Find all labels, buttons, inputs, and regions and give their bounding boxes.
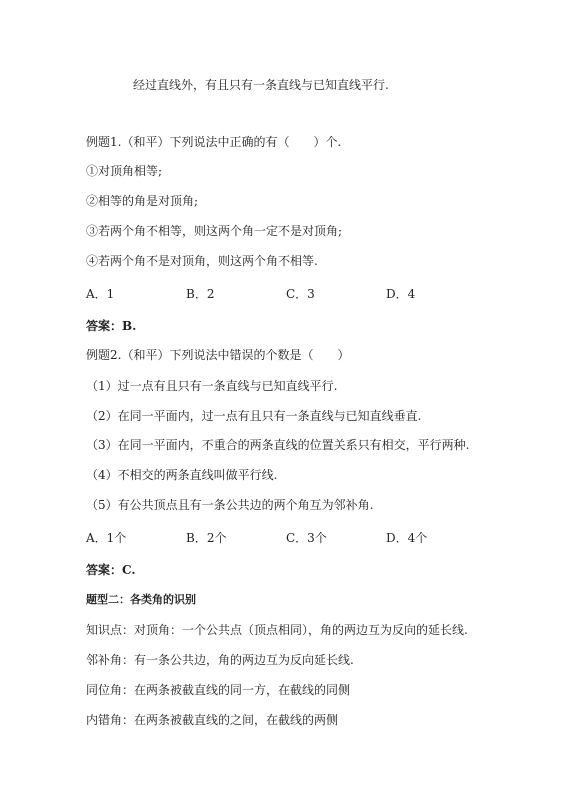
example1-item-2: ②相等的角是对顶角;	[86, 194, 199, 208]
example1-option-a: A．1	[86, 287, 115, 301]
example2-option-b: B．2个	[186, 531, 227, 545]
example2-title: 例题2.（和平）下列说法中错误的个数是（ ）	[86, 348, 350, 362]
example1-item-4: ④若两个角不是对顶角，则这两个角不相等.	[86, 254, 318, 268]
example1-title: 例题1.（和平）下列说法中正确的有（ ）个.	[86, 135, 342, 149]
example2-item-5: （5）有公共顶点且有一条公共边的两个角互为邻补角.	[86, 498, 374, 512]
example2-answer: 答案：C.	[86, 563, 136, 577]
example2-item-1: （1）过一点有且只有一条直线与已知直线平行.	[86, 379, 338, 393]
section-line-2: 邻补角：有一条公共边，角的两边互为反向延长线.	[86, 653, 354, 667]
example1-item-1: ①对顶角相等;	[86, 164, 163, 178]
example1-item-3: ③若两个角不相等，则这两个角一定不是对顶角;	[86, 224, 343, 238]
example2-option-d: D．4个	[386, 531, 428, 545]
intro-text: 经过直线外，有且只有一条直线与已知直线平行.	[133, 78, 389, 92]
example2-item-4: （4）不相交的两条直线叫做平行线.	[86, 468, 278, 482]
example2-item-2: （2）在同一平面内，过一点有且只有一条直线与已知直线垂直.	[86, 409, 422, 423]
example1-option-c: C．3	[286, 287, 315, 301]
section-line-1: 知识点：对顶角：一个公共点（顶点相同），角的两边互为反向的延长线.	[86, 623, 468, 637]
example2-option-c: C．3个	[286, 531, 327, 545]
example1-option-d: D．4	[386, 287, 416, 301]
section-line-4: 内错角：在两条被截直线的之间，在截线的两侧	[86, 713, 339, 727]
section-title: 题型二：各类角的识别	[86, 593, 196, 606]
example1-option-b: B．2	[186, 287, 215, 301]
example2-option-a: A．1个	[86, 531, 127, 545]
example2-item-3: （3）在同一平面内，不重合的两条直线的位置关系只有相交，平行两种.	[86, 438, 470, 452]
section-line-3: 同位角：在两条被截直线的同一方，在截线的同侧	[86, 683, 351, 697]
example1-answer: 答案：B.	[86, 319, 137, 333]
